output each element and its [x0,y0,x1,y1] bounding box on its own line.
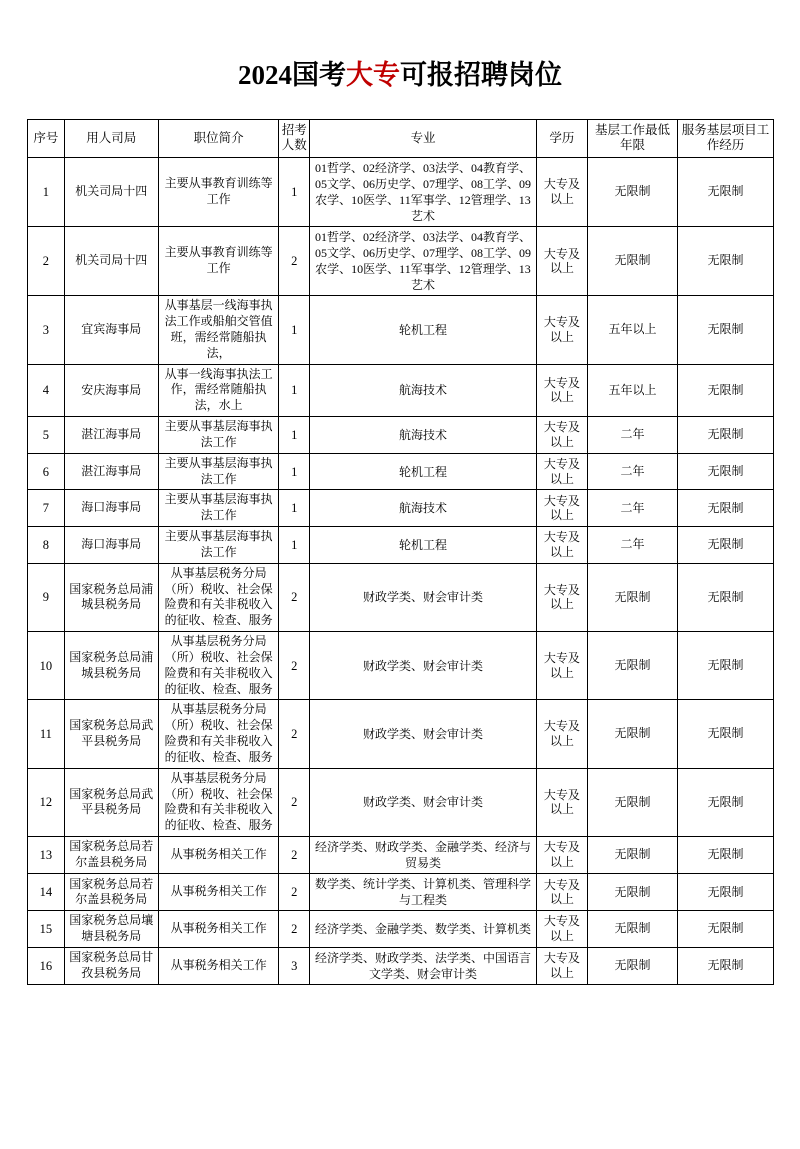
cell-description: 主要从事基层海事执法工作 [158,417,279,454]
cell-department: 湛江海事局 [64,453,158,490]
cell-education: 大专及以上 [536,527,587,564]
cell-min-years: 五年以上 [587,364,677,416]
cell-index: 12 [28,768,65,836]
cell-project-experience: 无限制 [677,453,773,490]
cell-min-years: 无限制 [587,632,677,700]
cell-project-experience: 无限制 [677,837,773,874]
table-row [28,490,774,527]
table-row [28,296,774,364]
cell-min-years: 无限制 [587,874,677,911]
cell-description: 主要从事教育训练等工作 [158,157,279,226]
cell-index: 6 [28,453,65,490]
cell-department: 国家税务总局若尔盖县税务局 [64,837,158,874]
cell-project-experience: 无限制 [677,700,773,768]
cell-education: 大专及以上 [536,837,587,874]
table-row [28,874,774,911]
cell-index: 3 [28,296,65,364]
cell-index: 11 [28,700,65,768]
cell-project-experience: 无限制 [677,874,773,911]
cell-education: 大专及以上 [536,632,587,700]
cell-description: 从事税务相关工作 [158,837,279,874]
table-row [28,837,774,874]
cell-major: 财政学类、财会审计类 [310,563,537,631]
column-header-major: 专业 [310,120,537,158]
cell-department: 国家税务总局壤塘县税务局 [64,911,158,947]
document-page [0,18,800,1149]
cell-description: 主要从事基层海事执法工作 [158,527,279,564]
cell-number: 2 [279,874,310,911]
column-header-years: 基层工作最低年限 [587,120,677,158]
cell-education: 大专及以上 [536,417,587,454]
cell-number: 1 [279,296,310,364]
table-row [28,911,774,947]
cell-project-experience: 无限制 [677,768,773,836]
page-title-suffix: 可报招聘岗位 [400,60,562,91]
cell-min-years: 五年以上 [587,296,677,364]
cell-description: 从事基层税务分局（所）税收、社会保险费和有关非税收入的征收、检查、服务 [158,632,279,700]
cell-number: 2 [279,632,310,700]
page-title [0,18,800,101]
page-title-accent: 大专 [346,60,400,91]
table-row [28,527,774,564]
cell-description: 从事一线海事执法工作，需经常随船执法，水上 [158,364,279,416]
cell-description: 从事税务相关工作 [158,911,279,947]
cell-description: 从事基层税务分局（所）税收、社会保险费和有关非税收入的征收、检查、服务 [158,768,279,836]
cell-number: 2 [279,837,310,874]
table-row [28,768,774,836]
cell-description: 主要从事基层海事执法工作 [158,490,279,527]
cell-education: 大专及以上 [536,768,587,836]
cell-major: 轮机工程 [310,453,537,490]
cell-number: 1 [279,364,310,416]
cell-index: 13 [28,837,65,874]
cell-department: 国家税务总局武平县税务局 [64,700,158,768]
cell-department: 国家税务总局浦城县税务局 [64,563,158,631]
cell-project-experience: 无限制 [677,364,773,416]
column-header-index: 序号 [28,120,65,158]
cell-description: 主要从事基层海事执法工作 [158,453,279,490]
cell-education: 大专及以上 [536,947,587,984]
cell-department: 宜宾海事局 [64,296,158,364]
cell-description: 主要从事教育训练等工作 [158,227,279,296]
cell-number: 1 [279,417,310,454]
table-body [28,157,774,984]
cell-project-experience: 无限制 [677,911,773,947]
cell-department: 海口海事局 [64,527,158,564]
cell-education: 大专及以上 [536,296,587,364]
cell-index: 7 [28,490,65,527]
cell-project-experience: 无限制 [677,296,773,364]
cell-major: 财政学类、财会审计类 [310,768,537,836]
column-header-number: 招考人数 [279,120,310,158]
cell-major: 财政学类、财会审计类 [310,700,537,768]
cell-major: 经济学类、财政学类、法学类、中国语言文学类、财会审计类 [310,947,537,984]
cell-index: 16 [28,947,65,984]
column-header-dept: 用人司局 [64,120,158,158]
column-header-education: 学历 [536,120,587,158]
cell-education: 大专及以上 [536,874,587,911]
cell-project-experience: 无限制 [677,563,773,631]
cell-number: 3 [279,947,310,984]
table-row [28,632,774,700]
cell-major: 经济学类、财政学类、金融学类、经济与贸易类 [310,837,537,874]
cell-description: 从事税务相关工作 [158,947,279,984]
cell-min-years: 无限制 [587,947,677,984]
table-row [28,364,774,416]
cell-project-experience: 无限制 [677,947,773,984]
cell-number: 1 [279,527,310,564]
cell-department: 机关司局十四 [64,227,158,296]
cell-number: 2 [279,768,310,836]
cell-major: 经济学类、金融学类、数学类、计算机类 [310,911,537,947]
cell-major: 01哲学、02经济学、03法学、04教育学、05文学、06历史学、07理学、08工学、09农学、10医学、11军事学、12管理学、13艺术 [310,157,537,226]
cell-project-experience: 无限制 [677,227,773,296]
cell-description: 从事基层一线海事执法工作或船舶交管值班，需经常随船执法， [158,296,279,364]
cell-index: 4 [28,364,65,416]
cell-major: 财政学类、财会审计类 [310,632,537,700]
cell-index: 2 [28,227,65,296]
table-row [28,157,774,226]
cell-education: 大专及以上 [536,227,587,296]
cell-index: 10 [28,632,65,700]
cell-education: 大专及以上 [536,157,587,226]
cell-department: 海口海事局 [64,490,158,527]
cell-department: 安庆海事局 [64,364,158,416]
cell-min-years: 二年 [587,417,677,454]
cell-min-years: 无限制 [587,563,677,631]
cell-major: 轮机工程 [310,296,537,364]
table-row [28,227,774,296]
cell-min-years: 二年 [587,527,677,564]
cell-number: 1 [279,453,310,490]
cell-major: 航海技术 [310,417,537,454]
cell-index: 15 [28,911,65,947]
cell-education: 大专及以上 [536,700,587,768]
cell-major: 航海技术 [310,490,537,527]
table-row [28,563,774,631]
cell-index: 5 [28,417,65,454]
cell-department: 国家税务总局若尔盖县税务局 [64,874,158,911]
cell-min-years: 无限制 [587,700,677,768]
cell-min-years: 无限制 [587,768,677,836]
cell-department: 国家税务总局甘孜县税务局 [64,947,158,984]
cell-project-experience: 无限制 [677,490,773,527]
column-header-desc: 职位简介 [158,120,279,158]
cell-number: 2 [279,227,310,296]
page-title-prefix: 2024国考 [238,60,346,91]
cell-min-years: 二年 [587,490,677,527]
cell-project-experience: 无限制 [677,527,773,564]
table-row [28,417,774,454]
cell-department: 国家税务总局武平县税务局 [64,768,158,836]
jobs-table [27,119,774,984]
cell-description: 从事税务相关工作 [158,874,279,911]
cell-description: 从事基层税务分局（所）税收、社会保险费和有关非税收入的征收、检查、服务 [158,563,279,631]
jobs-table-container [0,119,800,984]
cell-number: 2 [279,700,310,768]
cell-min-years: 无限制 [587,227,677,296]
cell-min-years: 二年 [587,453,677,490]
cell-department: 机关司局十四 [64,157,158,226]
column-header-project: 服务基层项目工作经历 [677,120,773,158]
table-header [28,120,774,158]
table-row [28,453,774,490]
cell-major: 数学类、统计学类、计算机类、管理科学与工程类 [310,874,537,911]
cell-project-experience: 无限制 [677,632,773,700]
table-row [28,947,774,984]
cell-min-years: 无限制 [587,911,677,947]
cell-min-years: 无限制 [587,157,677,226]
cell-number: 2 [279,563,310,631]
cell-education: 大专及以上 [536,490,587,527]
table-header-row [28,120,774,158]
cell-number: 2 [279,911,310,947]
cell-education: 大专及以上 [536,453,587,490]
cell-number: 1 [279,157,310,226]
cell-min-years: 无限制 [587,837,677,874]
cell-project-experience: 无限制 [677,417,773,454]
cell-index: 1 [28,157,65,226]
cell-project-experience: 无限制 [677,157,773,226]
cell-index: 14 [28,874,65,911]
cell-index: 8 [28,527,65,564]
cell-major: 轮机工程 [310,527,537,564]
table-row [28,700,774,768]
cell-description: 从事基层税务分局（所）税收、社会保险费和有关非税收入的征收、检查、服务 [158,700,279,768]
cell-number: 1 [279,490,310,527]
cell-major: 01哲学、02经济学、03法学、04教育学、05文学、06历史学、07理学、08工学、09农学、10医学、11军事学、12管理学、13艺术 [310,227,537,296]
cell-education: 大专及以上 [536,911,587,947]
cell-education: 大专及以上 [536,364,587,416]
cell-major: 航海技术 [310,364,537,416]
cell-education: 大专及以上 [536,563,587,631]
cell-index: 9 [28,563,65,631]
cell-department: 国家税务总局浦城县税务局 [64,632,158,700]
cell-department: 湛江海事局 [64,417,158,454]
